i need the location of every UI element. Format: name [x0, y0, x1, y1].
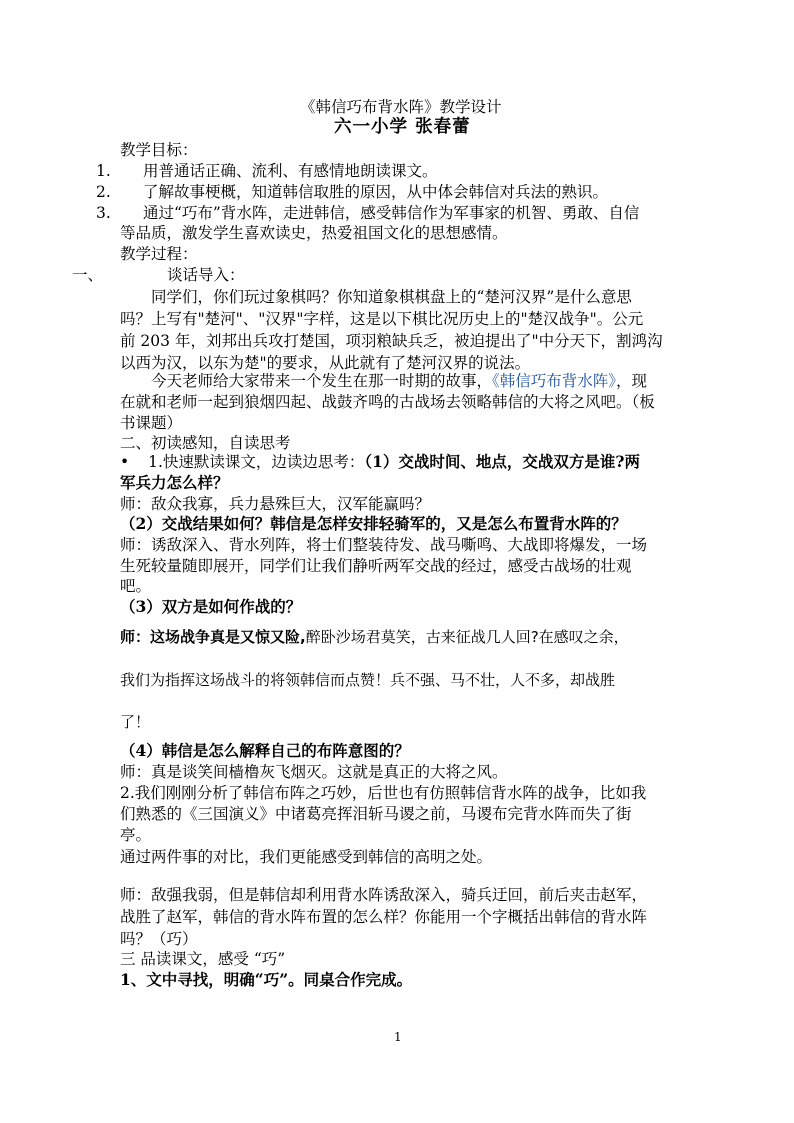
intro2-line-2: 在就和老师一起到狼烟四起、战鼓齐鸣的古战场去领略韩信的大将之风吧。（板 [120, 393, 655, 411]
teacher-line-1: 师：敌众我寡，兵力悬殊巨大，汉军能赢吗？ [120, 495, 431, 513]
section-1-label: 谈话导入： [167, 266, 245, 284]
teacher-3-line-2: 我们为指挥这场战斗的将领韩信而点赞！兵不强、马不壮，人不多，却战胜 [120, 671, 616, 689]
intro-line-3: 前 203 年，刘邦出兵攻打楚国，项羽粮缺兵乏，被迫提出了"中分天下，割鸿沟 [120, 332, 663, 350]
question-2: （2）交战结果如何？韩信是怎样安排轻骑军的，又是怎么布置背水阵的？ [120, 514, 627, 533]
para-2-line-3: 亭。 [120, 826, 152, 844]
teacher-5-line-3: 吗？（巧） [120, 930, 198, 948]
process-heading: 教学过程： [120, 245, 198, 263]
teacher-3-bold: 师：这场战争真是又惊又险, [120, 628, 306, 646]
intro-line-4: 以西为汉，以东为楚"的要求，从此就有了楚河汉界的说法。 [120, 354, 531, 372]
teacher-line-4: 师：真是谈笑间樯橹灰飞烟灭。这就是真正的大将之风。 [120, 763, 508, 781]
objective-3-num: 3. [96, 204, 111, 222]
question-1-plain: 1.快速默读课文，边读边思考： [148, 453, 365, 471]
objective-1-num: 1. [96, 162, 111, 180]
para-2-line-2: 们熟悉的《三国演义》中诸葛亮挥泪斩马谡之前，马谡布完背水阵而失了街 [120, 805, 632, 823]
question-1-cont: 军兵力怎么样？ [120, 473, 229, 492]
objective-2-num: 2. [96, 183, 111, 201]
question-3: （3）双方是如何作战的？ [120, 597, 302, 616]
teacher-2-line-1: 师：诱敌深入、背水列阵，将士们整装待发、战马嘶鸣、大战即将爆发，一场 [120, 536, 648, 554]
intro2-line-3: 书课题） [120, 414, 183, 432]
question-1 [120, 452, 640, 472]
para-3: 通过两件事的对比，我们更能感受到韩信的高明之处。 [120, 848, 493, 866]
teacher-5-line-1: 师：敌强我弱，但是韩信却利用背水阵诱敌深入，骑兵迂回，前后夹击赵军， [120, 886, 648, 904]
teacher-2-line-2: 生死较量随即展开，同学们让我们静听两军交战的经过，感受古战场的壮观 [120, 557, 632, 575]
bullet: • [120, 453, 130, 471]
book-title: 《韩信巧布背水阵》 [492, 372, 617, 390]
teacher-3-plain: 醉卧沙场君莫笑，古来征战几人回?在感叹之余， [305, 628, 629, 646]
section-3-heading: 三 品读课文，感受 “巧” [120, 950, 286, 968]
intro-line-1: 同学们，你们玩过象棋吗？你知道象棋棋盘上的“楚河汉界”是什么意思 [151, 288, 632, 306]
task-1: 1、文中寻找，明确“巧”。同桌合作完成。 [120, 970, 413, 989]
intro2-line-1 [151, 371, 647, 391]
teacher-3-line-1 [120, 627, 629, 647]
intro2-text: 今天老师给大家带来一个发生在那一时期的故事， [151, 372, 493, 390]
objectives-heading: 教学目标： [120, 141, 198, 159]
objective-3-text: 通过“巧布”背水阵，走进韩信，感受韩信作为军事家的机智、勇敢、自信 [143, 204, 640, 222]
para-2-line-1: 2.我们刚刚分析了韩信布阵之巧妙，后世也有仿照韩信背水阵的战争，比如我 [120, 784, 647, 802]
teacher-3-line-3: 了！ [120, 713, 151, 731]
intro2-tail: ，现 [616, 372, 648, 390]
section-1-num: 一、 [72, 266, 104, 284]
section-2-heading: 二、初读感知，自读思考 [120, 434, 291, 452]
objective-2-text: 了解故事梗概，知道韩信取胜的原因，从中体会韩信对兵法的熟识。 [143, 183, 609, 201]
teacher-2-line-3: 吧。 [120, 577, 152, 595]
intro-line-2: 吗？上写有"楚河"、"汉界"字样，这是以下棋比况历史上的"楚汉战争"。公元 [120, 310, 644, 328]
question-4: （4）韩信是怎么解释自己的布阵意图的？ [120, 741, 410, 760]
teacher-5-line-2: 战胜了赵军，韩信的背水阵布置的怎么样？你能用一个字概括出韩信的背水阵 [120, 908, 648, 926]
objective-1-text: 用普通话正确、流利、有感情地朗读课文。 [143, 162, 438, 180]
doc-subtitle: 六一小学 张春蕾 [334, 117, 471, 137]
objective-3-cont: 等品质，激发学生喜欢读史，热爱祖国文化的思想感情。 [120, 224, 508, 242]
question-1-bold: （1）交战时间、地点，交战双方是谁?两 [364, 452, 641, 471]
page-number: 1 [394, 1030, 402, 1044]
doc-title: 《韩信巧布背水阵》教学设计 [300, 98, 502, 116]
